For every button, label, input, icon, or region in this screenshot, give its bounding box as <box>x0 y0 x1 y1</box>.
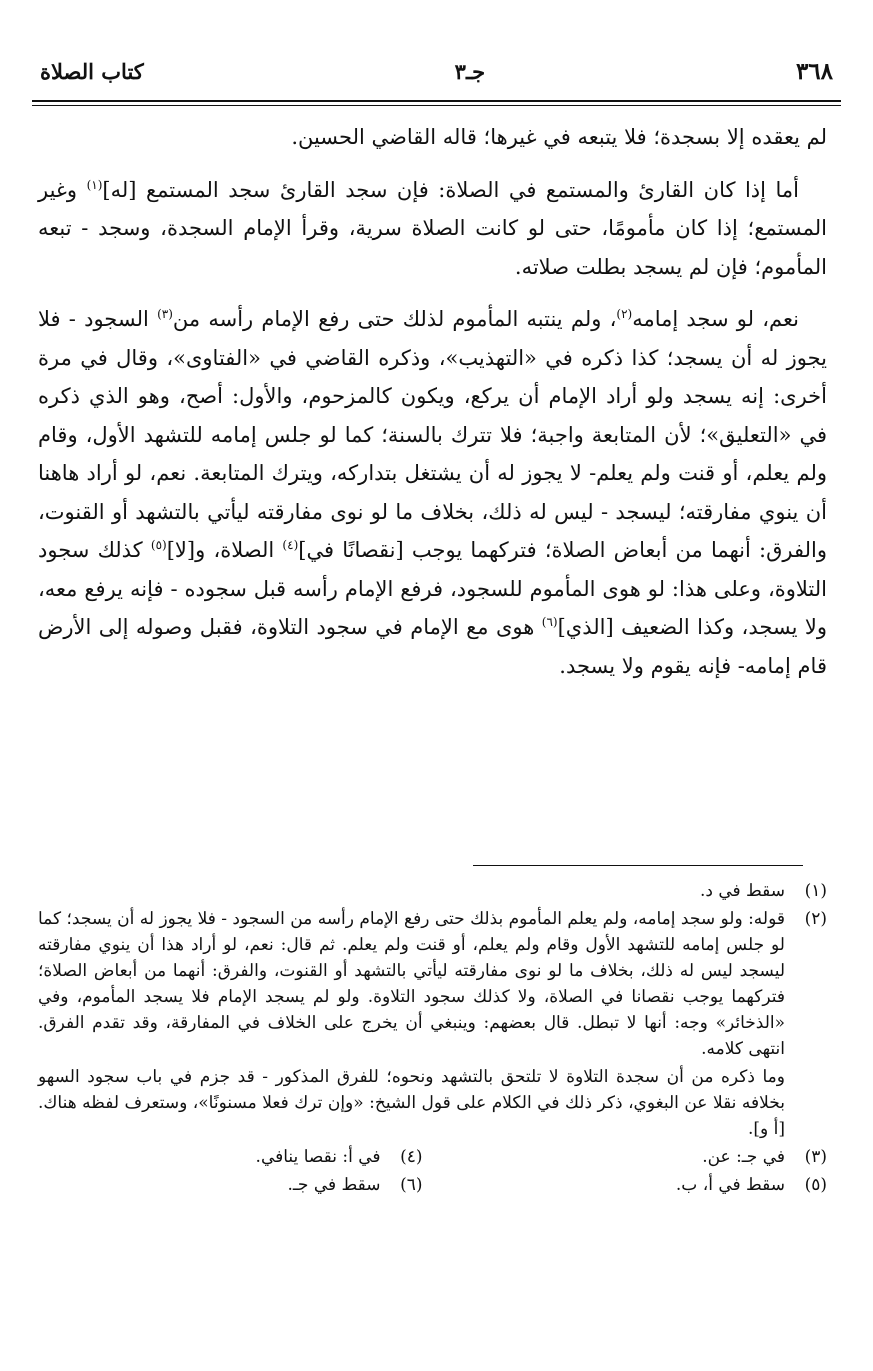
book-title: كتاب الصلاة <box>40 59 144 84</box>
footnote-text: قوله: ولو سجد إمامه، ولم يعلم المأموم بذلك حتى رفع الإمام رأسه من السجود - فلا يجوز له أن يسجد؛ كما لو جلس إمامه للتشهد الأول وقام ولم يعلم، أو قنت ولم يعلم. ثم قال: نعم، لو أراد هذا أن ينوي مفارقته ليسجد ليس له ذلك، بخلاف ما لو نوى مفارقته ليأتي بالتشهد أو القنوت، والفرق: أنهما من أبعاض الصلاة؛ فتركهما يوجب نقصانا في الصلاة، ولا كذلك سجود التلاوة. ولو لم يسجد الإمام فلا يسجد المأموم، وفي «الذخائر» وجه: أنها لا تبطل. قال بعضهم: وينبغي أن يخرج على الخلاف في المفارقة، وقد تقدم الفرق. انتهى كلامه. <box>38 909 785 1059</box>
paragraph-3-text-f: هوى مع الإمام في سجود التلاوة، فقبل وصوله إلى الأرض قام إمامه- فإنه يقوم ولا يسجد. <box>38 615 827 678</box>
footnote-ref-1[interactable]: (١) <box>86 177 103 192</box>
footnote-2-continuation: وما ذكره من أن سجدة التلاوة لا تلتحق بالتشهد ونحوه؛ للفرق المذكور - قد جزم في باب سجود السهو بخلافه نقلا عن البغوي، ذكر ذلك في الكلام على قول الشيخ: «وإن ترك فعلا مسنونًا»، وستعرف لفظه هناك. [أ و]. <box>38 1067 785 1139</box>
volume-label: جـ٣ <box>454 59 486 84</box>
paragraph-3 <box>38 300 827 685</box>
footnote-text: سقط في أ، ب. <box>675 1175 785 1195</box>
paragraph-1 <box>38 118 827 157</box>
footnote-ref-6[interactable]: (٦) <box>541 615 558 629</box>
page-header <box>40 58 833 98</box>
header-rule-thin <box>32 105 841 106</box>
page-number: ٣٦٨ <box>795 58 833 85</box>
footnote-4 <box>38 1144 423 1170</box>
footnote-6 <box>38 1172 423 1198</box>
header-rule-thick <box>32 100 841 102</box>
paragraph-3-text-d: الصلاة، و[لا] <box>166 538 283 562</box>
paragraph-2-text-a: أما إذا كان القارئ والمستمع في الصلاة: فإن سجد القارئ سجد المستمع [له] <box>102 177 799 202</box>
paragraph-3-text-a: نعم، لو سجد إمامه <box>632 307 800 331</box>
footnote-number: (٢) <box>804 909 827 929</box>
footnote-number: (٣) <box>804 1147 827 1167</box>
footnote-2 <box>38 906 827 1062</box>
footnote-number: (٦) <box>400 1175 423 1195</box>
paragraph-3-text-b: ، ولم ينتبه المأموم لذلك حتى رفع الإمام رأسه من <box>172 307 617 331</box>
paragraph-2 <box>38 171 827 287</box>
footnote-1 <box>38 878 827 904</box>
footnote-5 <box>443 1172 828 1198</box>
footnote-pairs <box>38 1144 827 1200</box>
footnotes <box>38 878 827 1200</box>
footnote-separator <box>473 865 803 866</box>
main-text <box>38 118 827 699</box>
footnote-text: سقط في د. <box>699 881 785 901</box>
footnote-3 <box>443 1144 828 1170</box>
footnote-ref-5[interactable]: (٥) <box>150 538 167 552</box>
paragraph-1-text: لم يعقده إلا بسجدة؛ فلا يتبعه في غيرها؛ قاله القاضي الحسين. <box>291 125 827 149</box>
paragraph-2-text-b: وغير المستمع؛ إذا كان مأمومًا، حتى لو كانت الصلاة سرية، وقرأ الإمام السجدة، وسجد - تبعه المأموم؛ فإن لم يسجد بطلت صلاته. <box>38 177 827 279</box>
paragraph-3-text-c: السجود - فلا يجوز له أن يسجد؛ كذا ذكره في «التهذيب»، وذكره القاضي في «الفتاوى»، وقال في مرة أخرى: إنه يسجد ولو أراد الإمام أن يركع، ويكون كالمزحوم، والأول: أصح، وهو الذي ذكره في «التعليق»؛ لأن المتابعة واجبة؛ فلا تترك بالسنة؛ كما لو جلس إمامه للتشهد الأول، وقام ولم يعلم، أو قنت ولم يعلم- لا يجوز له أن يشتغل بتداركه، ويترك المتابعة. نعم، لو أراد هاهنا أن ينوي مفارقته؛ ليسجد - ليس له ذلك، بخلاف ما لو نوى مفارقته ليأتي بالتشهد أو القنوت، والفرق: أنهما من أبعاض الصلاة؛ فتركهما يوجب [نقصانًا في] <box>38 307 828 562</box>
paragraph-3-text-e: كذلك سجود التلاوة، وعلى هذا: لو هوى المأموم للسجود، فرفع الإمام رأسه قبل سجوده - فإنه يرفع معه، ولا يسجد، وكذا الضعيف [الذي] <box>38 538 828 639</box>
footnote-ref-2[interactable]: (٢) <box>616 307 633 321</box>
footnote-text: سقط في جـ. <box>287 1175 381 1195</box>
footnote-number: (٥) <box>804 1175 827 1195</box>
footnote-number: (١) <box>804 881 827 901</box>
footnote-ref-3[interactable]: (٣) <box>157 307 173 321</box>
footnote-number: (٤) <box>400 1147 423 1167</box>
footnote-ref-4[interactable]: (٤) <box>282 538 299 552</box>
footnote-text: في أ: نقصا ينافي. <box>255 1147 381 1167</box>
footnote-text: في جـ: عن. <box>702 1147 785 1167</box>
